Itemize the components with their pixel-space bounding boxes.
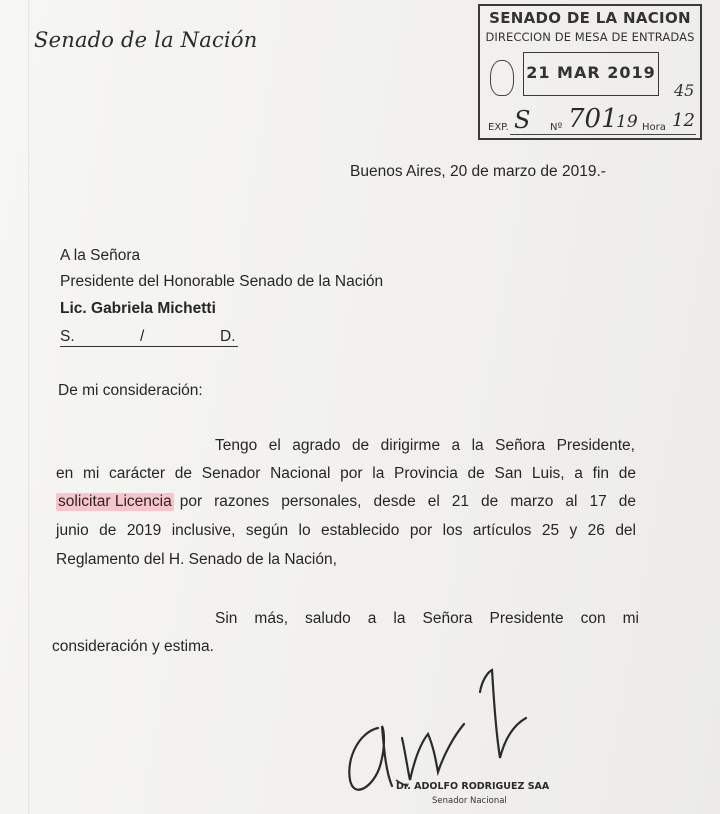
paragraph1-line3 [56, 493, 636, 511]
paragraph1-line1: Tengo el agrado de dirigirme a la Señora Presidente, [215, 437, 635, 454]
stamp-no-label: Nº [550, 122, 563, 133]
stamp-date-box [523, 52, 659, 96]
addressee-d: D. [220, 328, 236, 345]
stamp-year: 19 [616, 112, 638, 132]
stamp-exp-letter: S [514, 106, 531, 134]
signatory-name: Dr. ADOLFO RODRIGUEZ SAA [396, 781, 550, 792]
greeting: De mi consideración: [58, 382, 203, 399]
addressee-name: Lic. Gabriela Michetti [60, 300, 216, 317]
highlighted-request: solicitar Licencia [58, 493, 172, 510]
addressee-slash: / [140, 328, 145, 345]
stamp-title: SENADO DE LA NACION [489, 9, 691, 27]
stamp-hora-value: 12 [672, 110, 695, 131]
paragraph2-line1: Sin más, saludo a la Señora Presidente con mi [215, 610, 639, 627]
sd-underline [60, 346, 238, 347]
paragraph1-line5: Reglamento del H. Senado de la Nación, [56, 551, 337, 568]
stamp-exp-label: EXP. [488, 122, 509, 133]
stamp-subtitle: DIRECCION DE MESA DE ENTRADAS [485, 30, 695, 44]
addressee-s: S. [60, 328, 75, 345]
paragraph1-line4: junio de 2019 inclusive, según lo establecido por los artículos 25 y 26 del [56, 522, 636, 539]
addressee-title: Presidente del Honorable Senado de la Nación [60, 273, 384, 290]
stamp-date: 21 MAR 2019 [526, 63, 656, 82]
addressee-salutation: A la Señora [60, 247, 141, 264]
page-fold-line [28, 0, 29, 814]
paragraph1-line3-rest: por razones personales, desde el 21 de marzo al 17 de [179, 493, 636, 510]
coat-of-arms-icon [490, 60, 514, 96]
letterhead: Senado de la Nación [34, 28, 258, 52]
reception-stamp [478, 4, 702, 140]
stamp-hora-label: Hora [642, 122, 666, 133]
stamp-no-value: 701 [568, 104, 618, 134]
stamp-underline [510, 134, 696, 135]
place-date: Buenos Aires, 20 de marzo de 2019.- [350, 163, 606, 180]
stamp-handwritten-number: 45 [674, 81, 695, 100]
paragraph2-line2: consideración y estima. [52, 638, 214, 655]
paragraph1-line2: en mi carácter de Senador Nacional por la Provincia de San Luis, a fin de [56, 465, 636, 482]
signatory-role: Senador Nacional [432, 796, 507, 806]
